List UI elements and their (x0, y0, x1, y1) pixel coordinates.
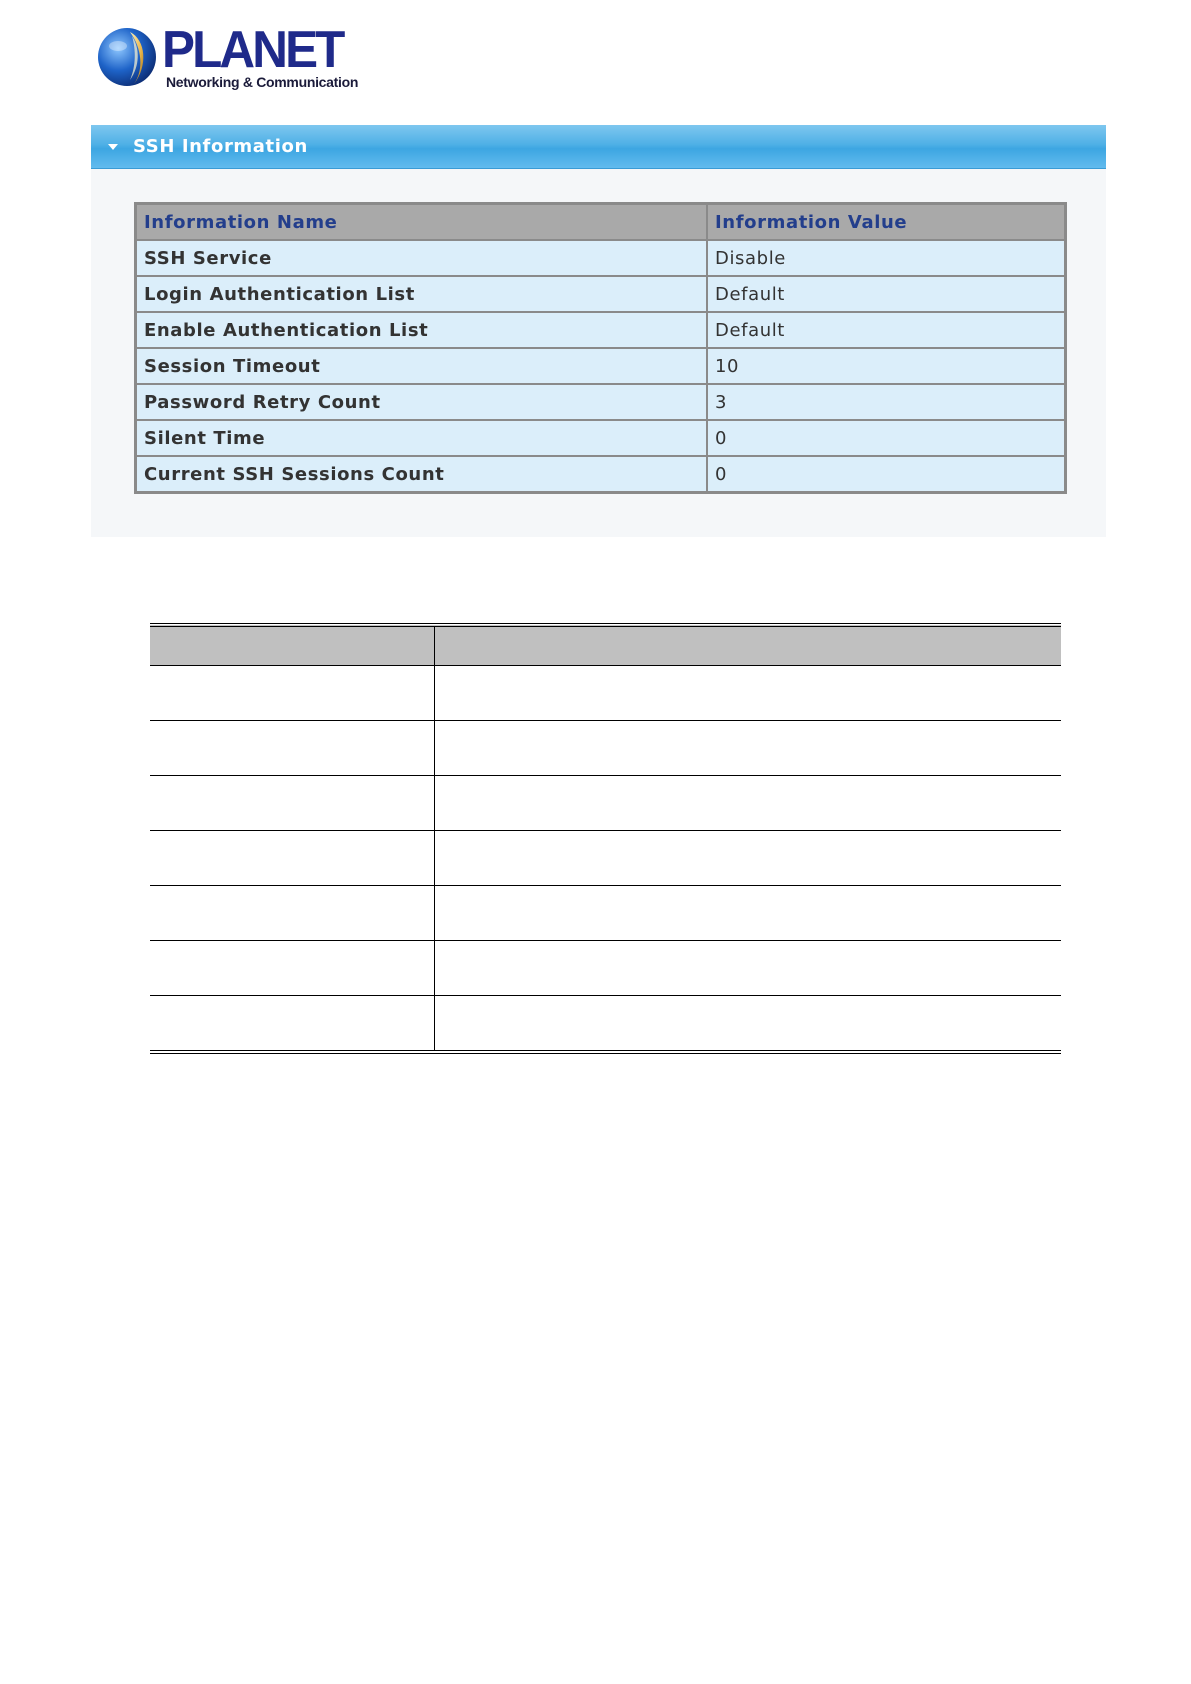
desc-cell (435, 776, 1062, 831)
desc-cell (435, 996, 1062, 1053)
desc-row (150, 776, 1061, 831)
desc-row (150, 996, 1061, 1053)
globe-logo-icon (96, 26, 158, 88)
panel-title: SSH Information (133, 136, 308, 157)
desc-cell (150, 941, 435, 996)
brand-wordmark: PLANET (162, 21, 343, 79)
description-table (150, 623, 1061, 1054)
desc-cell (150, 996, 435, 1053)
desc-cell (435, 886, 1062, 941)
desc-cell (150, 831, 435, 886)
info-value: 0 (707, 456, 1066, 493)
desc-header-object (150, 625, 435, 666)
info-value: Default (707, 312, 1066, 348)
info-value: 10 (707, 348, 1066, 384)
planet-logo (96, 21, 359, 94)
info-value: Disable (707, 240, 1066, 276)
info-name: Login Authentication List (136, 276, 708, 312)
ssh-info-table (134, 202, 1067, 494)
desc-header-row (150, 625, 1061, 666)
table-header-row (136, 204, 1066, 241)
info-name: Current SSH Sessions Count (136, 456, 708, 493)
table-row (136, 276, 1066, 312)
info-value: Default (707, 276, 1066, 312)
column-header-name: Information Name (136, 204, 708, 241)
desc-cell (435, 721, 1062, 776)
desc-cell (150, 886, 435, 941)
desc-row (150, 831, 1061, 886)
panel-header[interactable] (91, 125, 1106, 169)
info-name: Silent Time (136, 420, 708, 456)
desc-row (150, 666, 1061, 721)
table-row (136, 420, 1066, 456)
desc-cell (150, 721, 435, 776)
info-name: Password Retry Count (136, 384, 708, 420)
column-header-value: Information Value (707, 204, 1066, 241)
ssh-information-panel (91, 125, 1106, 537)
desc-row (150, 941, 1061, 996)
info-name: SSH Service (136, 240, 708, 276)
desc-header-description (435, 625, 1062, 666)
brand-tagline: Networking & Communication (166, 74, 359, 90)
desc-cell (150, 776, 435, 831)
collapse-caret-icon[interactable] (108, 144, 118, 150)
desc-cell (435, 831, 1062, 886)
desc-cell (435, 666, 1062, 721)
table-row (136, 240, 1066, 276)
table-row (136, 456, 1066, 493)
desc-cell (435, 941, 1062, 996)
table-row (136, 384, 1066, 420)
desc-cell (150, 666, 435, 721)
table-row (136, 348, 1066, 384)
desc-row (150, 886, 1061, 941)
info-value: 3 (707, 384, 1066, 420)
info-value: 0 (707, 420, 1066, 456)
table-row (136, 312, 1066, 348)
info-name: Enable Authentication List (136, 312, 708, 348)
desc-row (150, 721, 1061, 776)
info-name: Session Timeout (136, 348, 708, 384)
